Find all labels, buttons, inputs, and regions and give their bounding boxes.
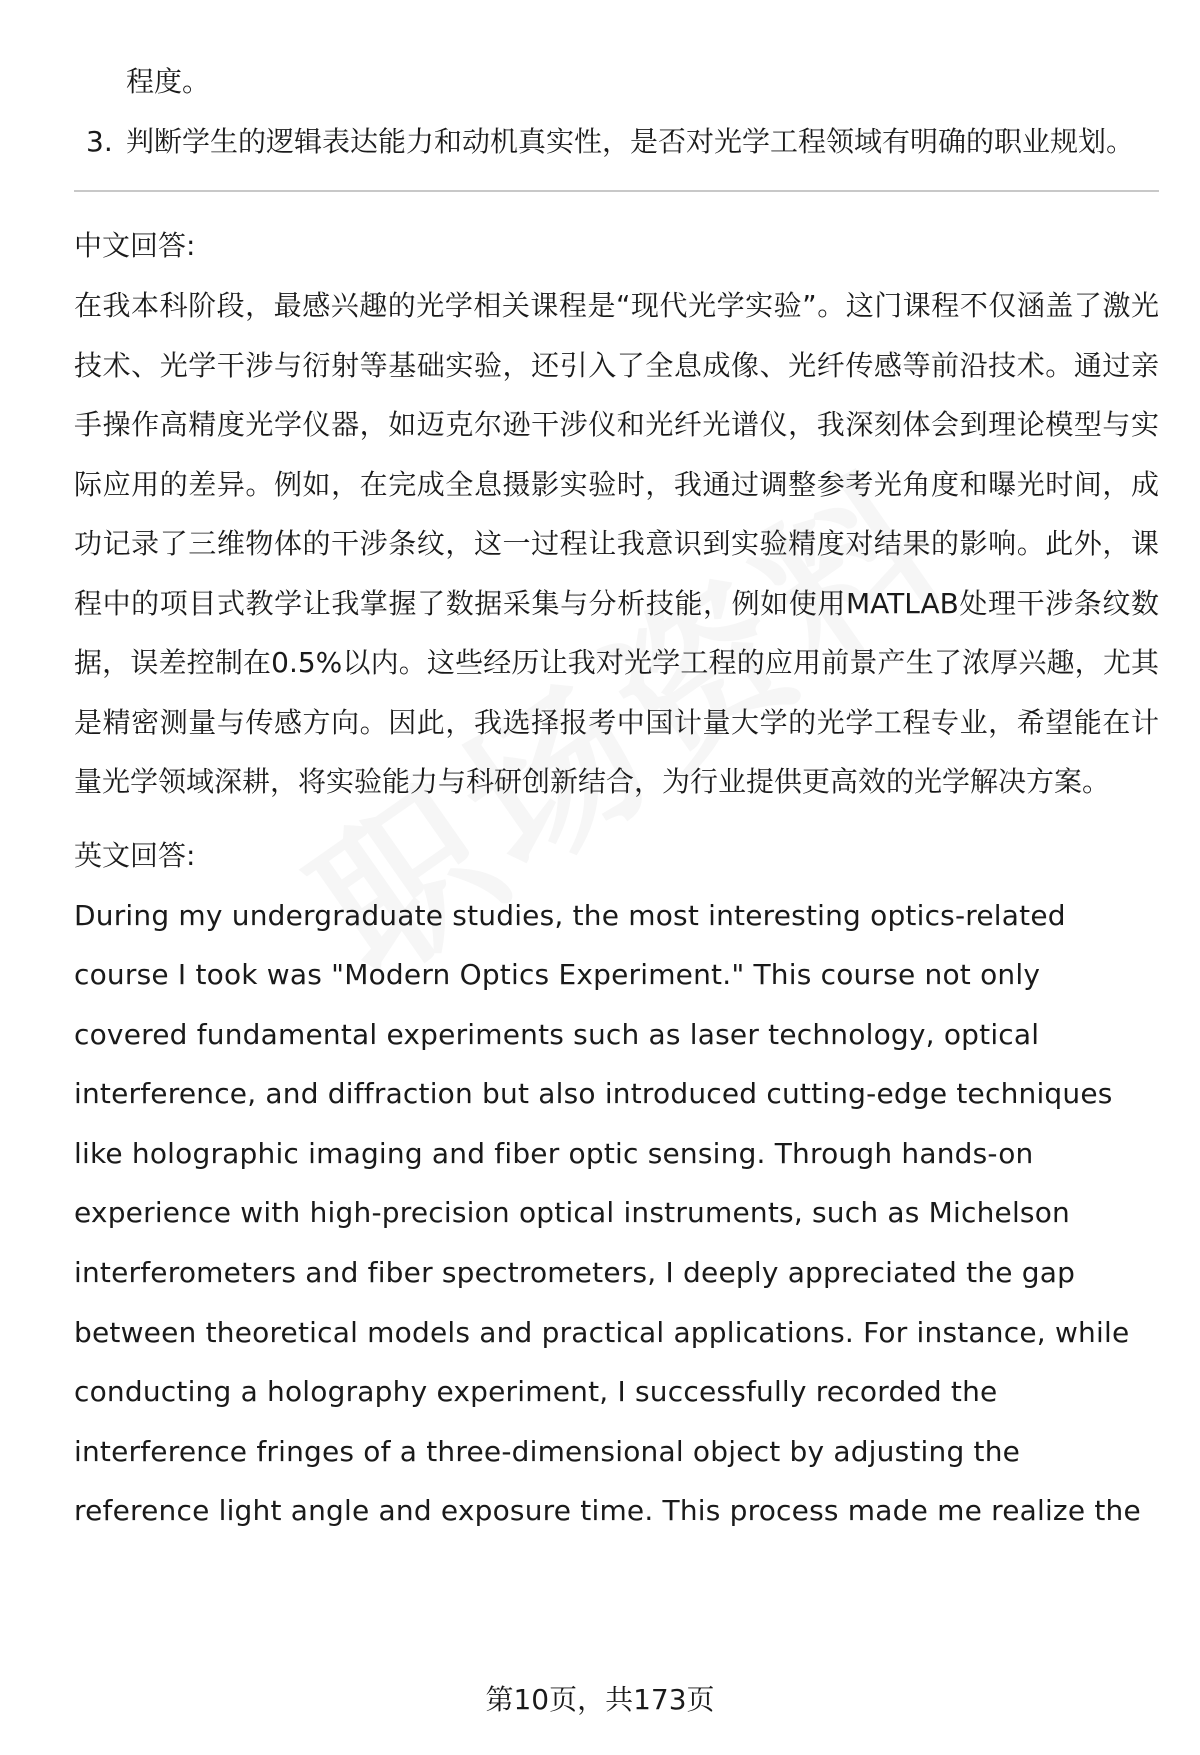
spacer bbox=[74, 812, 1159, 826]
list-item-number: 3. bbox=[86, 125, 113, 158]
chinese-answer-label: 中文回答: bbox=[74, 229, 196, 262]
list-item-continuation: 程度。 bbox=[126, 65, 211, 98]
page-footer: 第10页，共173页 bbox=[485, 1683, 715, 1716]
list-item bbox=[74, 112, 1159, 172]
chinese-answer-body: 在我本科阶段，最感兴趣的光学相关课程是“现代光学实验”。这门课程不仅涵盖了激光技术、光学干涉与衍射等基础实验，还引入了全息成像、光纤传感等前沿技术。通过亲手操作高精度光学仪器，如迈克尔逊干涉仪和光纤光谱仪，我深刻体会到理论模型与实际应用的差异。例如，在完成全息摄影实验时，我通过调整参考光角度和曝光时间，成功记录了三维物体的干涉条纹，这一过程让我意识到实验精度对结果的影响。此外，课程中的项目式教学让我掌握了数据采集与分析技能，例如使用MATLAB处理干涉条纹数据，误差控制在0.5%以内。这些经历让我对光学工程的应用前景产生了浓厚兴趣，尤其是精密测量与传感方向。因此，我选择报考中国计量大学的光学工程专业，希望能在计量光学领域深耕，将实验能力与科研创新结合，为行业提供更高效的光学解决方案。 bbox=[74, 289, 1159, 798]
document-content bbox=[74, 52, 1159, 1541]
list-item-text: 判断学生的逻辑表达能力和动机真实性，是否对光学工程领域有明确的职业规划。 bbox=[126, 125, 1135, 158]
section-divider bbox=[74, 190, 1159, 192]
english-answer-label: 英文回答: bbox=[74, 838, 196, 872]
english-answer-body: During my undergraduate studies, the most interesting optics-related course I took was "Modern Optics Experiment." This course not only covered fundamental experiments such as laser technology, optical interference, and diffraction but also introduced cutting-edge techniques like holographic imaging and fiber optic sensing. Through hands-on experience with high-precision optical instruments, such as Michelson interferometers and fiber spectrometers, I deeply appreciated the gap between theoretical models and practical applications. For instance, while conducting a holography experiment, I successfully recorded the interference fringes of a three-dimensional object by adjusting the reference light angle and exposure time. This process made me realize the bbox=[74, 898, 1141, 1528]
